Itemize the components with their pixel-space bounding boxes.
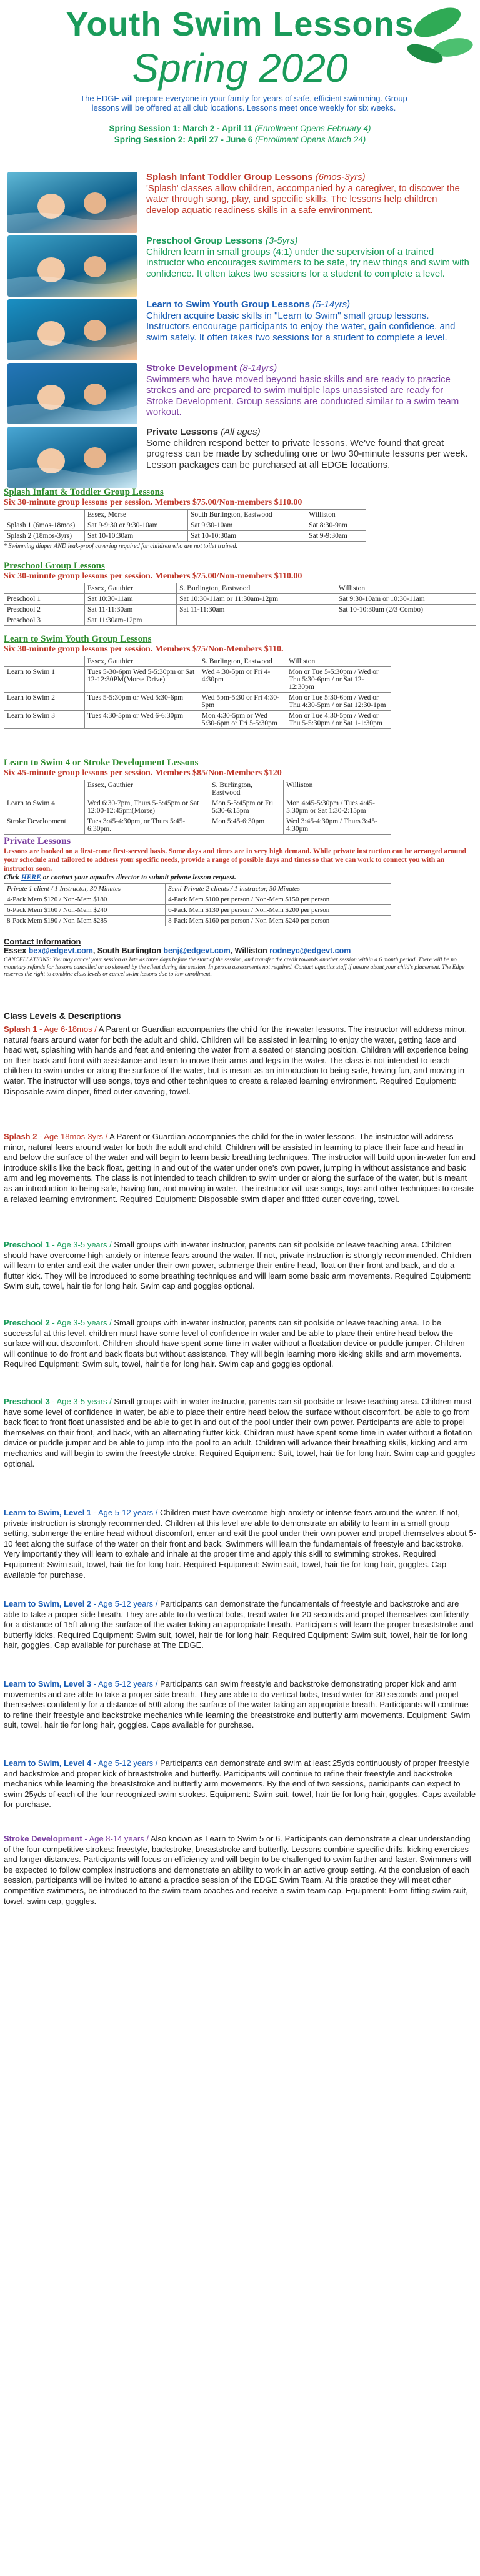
program-description: Swimmers who have moved beyond basic skills and are ready to practice strokes and are prepared to swim multiple laps unassisted are ready for Stroke Development. Group sessions are conducted similar to a swim team workout. bbox=[146, 374, 459, 417]
program-title: Learn to Swim Youth Group Lessons bbox=[146, 299, 310, 310]
table-cell: Sat 9:30-10am or 10:30-11am bbox=[336, 594, 476, 605]
program-title: Preschool Group Lessons bbox=[146, 235, 263, 246]
level-separator: - bbox=[82, 1834, 89, 1843]
splash-sub: Six 30-minute group lessons per session. Members $75.00/Non-members $110.00 bbox=[4, 498, 302, 507]
row-label: Preschool 2 bbox=[4, 605, 85, 615]
table-row bbox=[4, 816, 391, 835]
table-row bbox=[4, 667, 391, 693]
level-separator: / bbox=[107, 1397, 114, 1406]
cancellation-policy: CANCELLATIONS: You may cancel your session as late as three days before the start of the session, and transfer the credit towards another session within a 6 month period. There will be no monetary refunds for lessons cancelled or no showed by the client during the session. In person assessments not required. Contact aquatics staff if unsure about your child's placement. The Edge reserves the right to combine class levels or cancel swim lessons due to low enrollment. bbox=[4, 957, 465, 978]
session-1-note: (Enrollment Opens February 4) bbox=[254, 124, 371, 133]
table-cell: Mon or Tue 5:30-6pm / Wed or Thu 4:30-5pm / or Sat 12:30-1pm bbox=[286, 693, 391, 711]
table-row bbox=[4, 905, 391, 916]
level-description bbox=[4, 1397, 476, 1469]
level-separator: - bbox=[49, 1240, 57, 1249]
table-cell: Mon or Tue 5-5:30pm / Wed or Thu 5:30-6pm / or Sat 12-12:30pm bbox=[286, 667, 391, 693]
level-separator: - bbox=[91, 1599, 98, 1608]
column-header: Essex, Gauthier bbox=[85, 656, 199, 667]
program-ages: (5-14yrs) bbox=[309, 299, 351, 310]
column-header: Essex, Morse bbox=[85, 510, 188, 520]
essex-label: Essex bbox=[4, 946, 27, 955]
row-label: Preschool 3 bbox=[4, 615, 85, 626]
column-header: Private 1 client / 1 Instructor, 30 Minutes bbox=[4, 884, 166, 894]
learn-heading: Learn to Swim Youth Group Lessons bbox=[4, 634, 152, 644]
table-cell: Sat 10-10:30am (2/3 Combo) bbox=[336, 605, 476, 615]
level-separator: / bbox=[107, 1318, 114, 1327]
row-label: Splash 1 (6mos-18mos) bbox=[4, 520, 85, 531]
level-label: Learn to Swim, Level 2 bbox=[4, 1599, 92, 1608]
table-row bbox=[4, 605, 476, 615]
level-age: Age 3-5 years bbox=[56, 1397, 108, 1406]
table-cell: 6-Pack Mem $130 per person / Non-Mem $200 per person bbox=[166, 905, 391, 916]
table-cell: Sat 11:30am-12pm bbox=[85, 615, 177, 626]
level-text: A Parent or Guardian accompanies the child for the in-water lessons. The instructor will address minor, natural fears around water for both the adult and child. Children will be assisted in learning to place their face and head in and below the surface of the water and will begin to learn basic breathing techniques. The instructor will build upon in-water fun and introduce skills like the back float, getting in and out of the water under one's own power, jumping in without assistance and basic arm and leg movements. The class is not intended to teach children to swim under or along the surface of the water, but is meant as an introduction to being safe, having fun, and moving in water. The instructor will use songs, toys and other techniques to create a relaxed learning environment. Required Equipment: Disposable swim diaper and fitted outer covering, towel. bbox=[4, 1132, 476, 1204]
column-header: S. Burlington, Eastwood bbox=[177, 583, 336, 594]
table-row bbox=[4, 615, 476, 626]
column-header: Semi-Private 2 clients / 1 instructor, 30 Minutes bbox=[166, 884, 391, 894]
level-description bbox=[4, 1599, 476, 1651]
level-age: Age 3-5 years bbox=[56, 1240, 108, 1249]
level-separator: / bbox=[153, 1758, 161, 1768]
level-age: Age 18mos-3yrs bbox=[44, 1132, 103, 1141]
table-cell: 8-Pack Mem $190 / Non-Mem $285 bbox=[4, 916, 166, 926]
program-ages: (8-14yrs) bbox=[237, 363, 278, 374]
table-cell: Sat 9-9:30 or 9:30-10am bbox=[85, 520, 188, 531]
program-photo bbox=[8, 172, 138, 233]
program-description: 'Splash' classes allow children, accompanied by a caregiver, to discover the water through song, play, and specific skills. The lessons help children develop aquatic readiness skills in a safe environment. bbox=[146, 182, 460, 215]
essex-email-link[interactable]: bex@edgevt.com bbox=[28, 946, 93, 955]
table-cell: Sat 9-9:30am bbox=[306, 531, 366, 542]
table-row bbox=[4, 594, 476, 605]
table-cell: Sat 10:30-11am bbox=[85, 594, 177, 605]
stroke-schedule bbox=[4, 758, 476, 835]
program-text-block bbox=[146, 427, 471, 470]
program-text-block bbox=[146, 235, 471, 279]
level-description bbox=[4, 1024, 476, 1097]
row-label: Learn to Swim 4 bbox=[4, 798, 85, 816]
table-row bbox=[4, 520, 366, 531]
table-row bbox=[4, 894, 391, 905]
table-cell: 8-Pack Mem $160 per person / Non-Mem $240 per person bbox=[166, 916, 391, 926]
program-title: Stroke Development bbox=[146, 363, 238, 374]
column-header: S. Burlington, Eastwood bbox=[199, 656, 286, 667]
intro-text: The EDGE will prepare everyone in your family for years of safe, efficient swimming. Group lessons will be offered at all club locations. Lessons meet once weekly for six weeks. bbox=[80, 94, 408, 112]
program-photo bbox=[8, 363, 138, 424]
private-click-rest: or contact your aquatics director to submit private lesson request. bbox=[41, 874, 236, 881]
preschool-sub: Six 30-minute group lessons per session. Members $75.00/Non-members $110.00 bbox=[4, 572, 302, 581]
level-text: Small groups with in-water instructor, parents can sit poolside or leave teaching area. To be successful at this level, children must have some level of confidence in water and be able to place their entire head below the surface without discomfort. Children should have spent some time in water without a floatation device or puddle jumper. Children will continue to do front and back floats but without assistance. They will begin learning more kicking skills and arm movements. Required Equipment: Swim suit, towel, hair tie for long hair. Swim cap and goggles optional. bbox=[4, 1318, 465, 1369]
stroke-sub: Six 45-minute group lessons per session. Members $85/Non-Members $120 bbox=[4, 768, 282, 778]
table-header-row bbox=[4, 884, 391, 894]
column-header: Williston bbox=[286, 656, 391, 667]
level-text: Small groups with in-water instructor, parents can sit poolside or leave teaching area. Children must have some level of confidence in water, be able to place their entire head below the surface without discomfort, be able to go from back float to front float unassisted and be able to get in and out of the pool under their own power. Participants are able to propel themselves on their front, and back, with an alternating flutter kick. Children must have spent some time in water without a flotation device or puddle jumper and be able to jump into the pool to an adult. Children will advance their breathing skills, kicking and arm mechanics and will begin to swim the freestyle stroke. Required Equipment: Suit, towel, hair tie for long hair. Swim cap and goggles optional. bbox=[4, 1397, 476, 1469]
level-description bbox=[4, 1318, 476, 1370]
program-photo bbox=[8, 235, 138, 297]
program-description: Children learn in small groups (4:1) under the supervision of a trained instructor who encourages swimmers to be safe, try new things and swim with confidence. It often takes two sessions for a student to complete a level. bbox=[146, 246, 469, 279]
level-text: A Parent or Guardian accompanies the child for the in-water lessons. The instructor will address minor, natural fears around water for both the adult and child. Children will be assisted in learning to enjoy the water, getting face and head wet, splashing with hands and feet and entering the water from a seated or standing position. Children will experience being on their back and front with assistance and learn to move their arms and legs in the water. The class is not intended to teach children to swim under or along the surface of the water, but is meant as an introduction to being safe, having fun, and moving in water. The instructor will use songs, toys and other techniques to create a relaxed learning environment. Required Equipment: Disposable swim diaper, fitted outer covering, towel. bbox=[4, 1024, 469, 1096]
private-pricing-table bbox=[4, 883, 391, 926]
table-cell bbox=[336, 615, 476, 626]
column-header bbox=[4, 510, 85, 520]
table-cell: Sat 9:30-10am bbox=[188, 520, 306, 531]
row-label: Splash 2 (18mos-3yrs) bbox=[4, 531, 85, 542]
private-heading: Private Lessons bbox=[4, 836, 71, 846]
williston-label: Williston bbox=[234, 946, 268, 955]
table-header-row bbox=[4, 780, 391, 798]
williston-email-link[interactable]: rodneyc@edgevt.com bbox=[269, 946, 351, 955]
preschool-table bbox=[4, 583, 476, 626]
program-ages: (6mos-3yrs) bbox=[312, 172, 366, 182]
level-separator: - bbox=[91, 1758, 98, 1768]
level-age: Age 5-12 years bbox=[98, 1508, 154, 1517]
session-1-dates: Spring Session 1: March 2 - April 11 bbox=[109, 124, 252, 133]
level-text: Participants can swim freestyle and backstroke demonstrating proper kick and arm movements and are able to take a proper side breath. They are able to do vertical bobs, tread water for 30 seconds and propel themselves confidently for a distance of 50ft along the surface of the water taking an appropriate breath. Participants will continue to refine their freestyle and backstroke mechanics while learning the breaststroke and butterfly arm movements. Equipment: Swim suit, towel, hair tie for long hair, goggles. Caps available for purchase. bbox=[4, 1679, 471, 1730]
level-description bbox=[4, 1758, 476, 1810]
table-header-row bbox=[4, 656, 391, 667]
level-separator: / bbox=[107, 1240, 114, 1249]
contact-info bbox=[4, 937, 476, 979]
level-separator: - bbox=[49, 1397, 57, 1406]
table-header-row bbox=[4, 583, 476, 594]
level-description bbox=[4, 1240, 476, 1292]
table-cell: Sat 10:30-11am or 11:30am-12pm bbox=[177, 594, 336, 605]
column-header bbox=[4, 656, 85, 667]
column-header: Essex, Gauthier bbox=[85, 583, 177, 594]
session-1 bbox=[0, 124, 480, 133]
level-text: Participants can demonstrate and swim at least 25yds continuously of proper freestyle and backstroke and proper kick of breaststroke and butterfly. Participants will continue to refine their freestyle and backstroke mechanics while learning the breaststroke and butterfly arm movements. By the end of two sessions, participants can expect to swim 25yds of each of the four recognized swim strokes. Equipment: Swim suit, towel, hair tie for long hair, goggles. Caps available for purchase. bbox=[4, 1758, 476, 1810]
level-text: Small groups with in-water instructor, parents can sit poolside or leave teaching area. Children should have overcome high-anxiety or intense fears around the water. If not, private instruction is strongly recommended. Children will learn to enter and exit the water under their own power, submerge their entire head, float on their front and back, and do a flutter kick. They will be introduced to some breathing techniques and will learn some basic arm movements. Required Equipment: Swim suit, towel, hair tie for long hair. Swim cap and goggles optional. bbox=[4, 1240, 471, 1291]
stroke-table bbox=[4, 780, 391, 835]
learn-schedule bbox=[4, 634, 476, 729]
session-2-dates: Spring Session 2: April 27 - June 6 bbox=[114, 135, 253, 144]
table-cell: Mon 5:45-6:30pm bbox=[209, 816, 284, 835]
table-cell: Sat 8:30-9am bbox=[306, 520, 366, 531]
program-photo bbox=[8, 427, 138, 488]
sb-email-link[interactable]: benj@edgevt.com bbox=[163, 946, 231, 955]
private-lessons bbox=[4, 836, 476, 926]
page-subtitle: Spring 2020 bbox=[132, 46, 348, 91]
session-2 bbox=[0, 135, 480, 144]
stroke-heading: Learn to Swim 4 or Stroke Development Lessons bbox=[4, 758, 199, 768]
table-row bbox=[4, 693, 391, 711]
splash-table bbox=[4, 509, 366, 542]
page-title: Youth Swim Lessons bbox=[66, 6, 414, 43]
table-cell: Tues 4:30-5pm or Wed 6-6:30pm bbox=[85, 711, 199, 729]
table-cell: Mon or Tue 4:30-5pm / Wed or Thu 5-5:30pm / or Sat 1-1:30pm bbox=[286, 711, 391, 729]
level-separator: - bbox=[37, 1024, 44, 1034]
level-separator: - bbox=[91, 1679, 98, 1688]
level-age: Age 5-12 years bbox=[98, 1758, 154, 1768]
level-label: Splash 1 bbox=[4, 1024, 38, 1034]
table-cell: Sat 10-10:30am bbox=[85, 531, 188, 542]
level-age: Age 3-5 years bbox=[56, 1318, 108, 1327]
program-text-block bbox=[146, 299, 471, 343]
private-click-line bbox=[4, 874, 476, 881]
table-cell: Wed 3:45-4:30pm / Thurs 3:45-4:30pm bbox=[284, 816, 391, 835]
program-photo bbox=[8, 299, 138, 360]
level-description bbox=[4, 1508, 476, 1580]
learn-table bbox=[4, 656, 391, 729]
row-label: Learn to Swim 3 bbox=[4, 711, 85, 729]
column-header bbox=[4, 780, 85, 798]
table-cell: Tues 5-5:30pm or Wed 5:30-6pm bbox=[85, 693, 199, 711]
table-row bbox=[4, 798, 391, 816]
table-cell: Wed 5pm-5:30 or Fri 4:30-5pm bbox=[199, 693, 286, 711]
table-row bbox=[4, 531, 366, 542]
program-title: Splash Infant Toddler Group Lessons bbox=[146, 172, 313, 182]
table-cell: Mon 4:30-5pm or Wed 5:30-6pm or Fri 5-5:30pm bbox=[199, 711, 286, 729]
level-separator: - bbox=[37, 1132, 44, 1141]
column-header bbox=[4, 583, 85, 594]
table-cell: Mon 5-5:45pm or Fri 5:30-6:15pm bbox=[209, 798, 284, 816]
column-header: S. Burlington, Eastwood bbox=[209, 780, 284, 798]
table-cell: 6-Pack Mem $160 / Non-Mem $240 bbox=[4, 905, 166, 916]
column-header: Williston bbox=[306, 510, 366, 520]
table-row bbox=[4, 711, 391, 729]
splash-schedule bbox=[4, 487, 476, 550]
session-2-note: (Enrollment Opens March 24) bbox=[255, 135, 366, 144]
level-label: Preschool 1 bbox=[4, 1240, 50, 1249]
table-cell: Tues 5-30-6pm Wed 5-5:30pm or Sat 12-12:30PM(Morse Drive) bbox=[85, 667, 199, 693]
program-text-block bbox=[146, 363, 471, 418]
row-label: Learn to Swim 2 bbox=[4, 693, 85, 711]
column-header: South Burlington, Eastwood bbox=[188, 510, 306, 520]
table-cell: Sat 11-11:30am bbox=[85, 605, 177, 615]
level-description bbox=[4, 1834, 476, 1906]
level-label: Stroke Development bbox=[4, 1834, 82, 1843]
level-separator: / bbox=[153, 1508, 161, 1517]
table-header-row bbox=[4, 510, 366, 520]
table-cell: Sat 11-11:30am bbox=[177, 605, 336, 615]
level-description bbox=[4, 1679, 476, 1731]
level-label: Preschool 2 bbox=[4, 1318, 50, 1327]
preschool-heading: Preschool Group Lessons bbox=[4, 561, 105, 571]
row-label: Stroke Development bbox=[4, 816, 85, 835]
level-separator: - bbox=[49, 1318, 57, 1327]
table-cell: Wed 6:30-7pm, Thurs 5-5:45pm or Sat 12:00-12:45pm(Morse) bbox=[85, 798, 209, 816]
sb-label: South Burlington bbox=[97, 946, 161, 955]
preschool-schedule bbox=[4, 561, 476, 626]
column-header: Essex, Gauthier bbox=[85, 780, 209, 798]
private-request-link[interactable]: HERE bbox=[21, 874, 41, 881]
level-label: Learn to Swim, Level 1 bbox=[4, 1508, 92, 1517]
level-text: Participants can demonstrate the fundamentals of freestyle and backstroke and are able to take a proper side breath. They are able to do vertical bobs, tread water for 20 seconds and propel themselves confidently for a distance of 15ft along the surface of the water taking an appropriate breath. Participants will learn the proper breaststroke and butterfly kicks. Required Equipment: Swim suit, towel, hair tie for long hair. Required Equipment: Swim suit, towel, hair tie for long hair, goggles. Cap available for purchase at The EDGE. bbox=[4, 1599, 474, 1650]
level-separator: / bbox=[102, 1132, 110, 1141]
level-separator: / bbox=[153, 1599, 161, 1608]
program-ages: (3-5yrs) bbox=[262, 235, 298, 246]
private-click-text: Click bbox=[4, 874, 21, 881]
table-cell: Wed 4:30-5pm or Fri 4-4:30pm bbox=[199, 667, 286, 693]
program-description: Some children respond better to private lessons. We've found that great progress can be made by scheduling one or two 30-minute lessons per week. Lesson packages can be purchased at all EDGE locations. bbox=[146, 437, 468, 470]
column-header: Williston bbox=[284, 780, 391, 798]
table-cell: Mon 4:45-5:30pm / Tues 4:45-5:30pm or Sat 1:30-2:15pm bbox=[284, 798, 391, 816]
leaf-decoration-icon bbox=[394, 4, 475, 72]
program-description: Children acquire basic skills in "Learn to Swim" small group lessons. Instructors encourage participants to enjoy the water, gain confidence, and swim safely. It often takes two sessions for a student to complete a level. bbox=[146, 310, 456, 343]
level-label: Learn to Swim, Level 3 bbox=[4, 1679, 92, 1688]
program-ages: (All ages) bbox=[218, 427, 261, 437]
level-separator: / bbox=[92, 1024, 99, 1034]
descriptions-heading: Class Levels & Descriptions bbox=[4, 1011, 121, 1021]
header bbox=[0, 0, 480, 159]
level-separator: / bbox=[153, 1679, 161, 1688]
private-text: Lessons are booked on a first-come first-served basis. Some days and times are in very high demand. While private instruction can be arranged around your schedule and tailored to address your specific needs, provide a range of possible days and times so that we can work to connect you with an instructor soon. bbox=[4, 848, 466, 873]
level-age: Age 5-12 years bbox=[98, 1679, 154, 1688]
table-cell: Tues 3:45-4:30pm, or Thurs 5:45-6:30pm. bbox=[85, 816, 209, 835]
table-cell: Sat 10-10:30am bbox=[188, 531, 306, 542]
level-age: Age 5-12 years bbox=[98, 1599, 154, 1608]
splash-note: * Swimming diaper AND leak-proof covering required for children who are not toilet trained. bbox=[4, 543, 238, 550]
level-separator: / bbox=[144, 1834, 151, 1843]
splash-heading: Splash Infant & Toddler Group Lessons bbox=[4, 487, 164, 497]
row-label: Preschool 1 bbox=[4, 594, 85, 605]
level-description bbox=[4, 1132, 476, 1204]
contact-heading: Contact Information bbox=[4, 937, 81, 946]
program-title: Private Lessons bbox=[146, 427, 219, 437]
column-header: Williston bbox=[336, 583, 476, 594]
program-text-block bbox=[146, 172, 471, 215]
level-text: Also known as Learn to Swim 5 or 6. Participants can demonstrate a clear understanding of the four competitive strokes: freestyle, backstroke, breaststroke and butterfly. Lessons combine specific drills, kicking exercises and longer distances. Participants will focus on efficiency and will begin to be challenged to swim farther and faster. Swimmers will be expected to follow complex instructions and demonstrate an ability to work in an active group setting. At the conclusion of each session, participants will be invited to attend a practice session of the EDGE Swim Team. At this practice they will meet other competitive swimmers, be introduced to the swim team coaches and receive a swim team cap. Equipment: Form-fitting swim suit, towel, swim cap, goggles. bbox=[4, 1834, 471, 1906]
level-age: Age 6-18mos bbox=[44, 1024, 92, 1034]
level-label: Splash 2 bbox=[4, 1132, 38, 1141]
row-label: Learn to Swim 1 bbox=[4, 667, 85, 693]
level-age: Age 8-14 years bbox=[89, 1834, 144, 1843]
level-label: Learn to Swim, Level 4 bbox=[4, 1758, 92, 1768]
table-cell: 4-Pack Mem $100 per person / Non-Mem $150 per person bbox=[166, 894, 391, 905]
contact-line: Essex bex@edgevt.com, South Burlington benj@edgevt.com, Williston rodneyc@edgevt.com bbox=[4, 946, 351, 955]
table-cell bbox=[177, 615, 336, 626]
learn-sub: Six 30-minute group lessons per session. Members $75/Non-Members $110. bbox=[4, 645, 284, 654]
level-label: Preschool 3 bbox=[4, 1397, 50, 1406]
table-cell: 4-Pack Mem $120 / Non-Mem $180 bbox=[4, 894, 166, 905]
level-text: Children must have overcome high-anxiety or intense fears around the water. If not, private instruction is strongly recommended. Children at this level are able to demonstrate an ability to learn in a small group setting, submerge the entire head without discomfort, enter and exit the pool under their own power and propel themselves about 5-10 feet along the surface of the water on their front and back. Swimmers will learn the fundamentals of freestyle and backstroke. Very importantly they will learn to exhale and inhale at the proper time and apply this skill to swimming strokes. Required Equipment: Swim suit, towel, hair tie for long hair. Required Equipment: Swim suit, towel, hair tie for long hair, goggles. Cap available for purchase. bbox=[4, 1508, 476, 1580]
level-separator: - bbox=[91, 1508, 98, 1517]
table-row bbox=[4, 916, 391, 926]
